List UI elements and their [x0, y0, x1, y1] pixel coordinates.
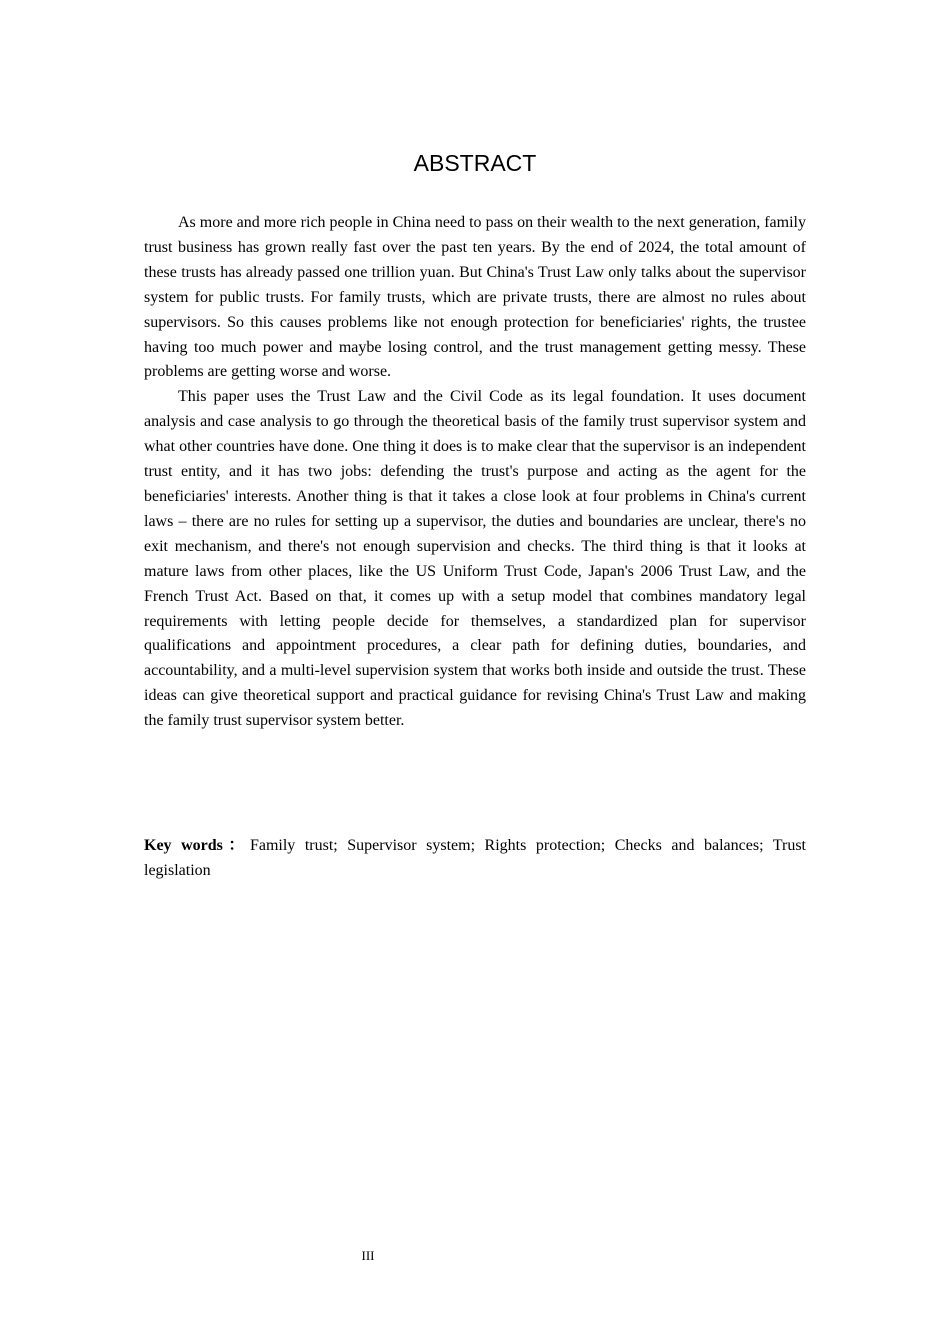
- abstract-paragraph-2: This paper uses the Trust Law and the Civil Code as its legal foundation. It uses document analysis and case analysis to go through the theoretical basis of the family trust supervisor system and what other countries have done. One thing it does is to make clear that the supervisor is an independent trust entity, and it has two jobs: defending the trust's purpose and acting as the agent for the beneficiaries' interests. Another thing is that it takes a close look at four problems in China's current laws – there are no rules for setting up a supervisor, the duties and boundaries are unclear, there's no exit mechanism, and there's not enough supervision and checks. The third thing is that it looks at mature laws from other places, like the US Uniform Trust Code, Japan's 2006 Trust Law, and the French Trust Act. Based on that, it comes up with a setup model that combines mandatory legal requirements with letting people decide for themselves, a standardized plan for supervisor qualifications and appointment procedures, a clear path for defining duties, boundaries, and accountability, and a multi-level supervision system that works both inside and outside the trust. These ideas can give theoretical support and practical guidance for revising China's Trust Law and making the family trust supervisor system better.: [144, 388, 806, 730]
- keywords-text: Family trust; Supervisor system; Rights protection; Checks and balances; Trust legislation: [144, 837, 806, 879]
- keywords-label: Key words：: [144, 837, 250, 854]
- abstract-body: [144, 211, 806, 734]
- keywords-line: [144, 834, 806, 884]
- abstract-paragraph-1: As more and more rich people in China need to pass on their wealth to the next generation, family trust business has grown really fast over the past ten years. By the end of 2024, the total amount of these trusts has already passed one trillion yuan. But China's Trust Law only talks about the supervisor system for public trusts. For family trusts, which are private trusts, there are almost no rules about supervisors. So this causes problems like not enough protection for beneficiaries' rights, the trustee having too much power and maybe losing control, and the trust management getting messy. These problems are getting worse and worse.: [144, 214, 806, 381]
- page-number: III: [361, 1248, 375, 1263]
- abstract-title: ABSTRACT: [413, 150, 537, 176]
